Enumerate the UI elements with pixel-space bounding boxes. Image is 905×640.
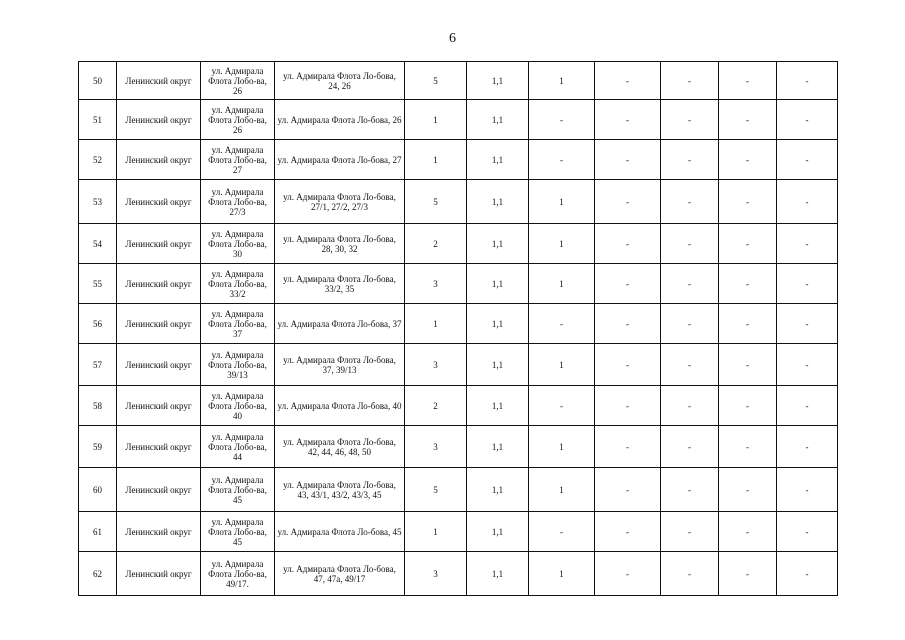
col-10-cell: - [719,264,777,304]
bulky-waste-cell: - [529,512,595,552]
container-volume-cell: 1,1 [467,552,529,596]
container-volume-cell: 1,1 [467,224,529,264]
district-cell: Ленинский округ [117,140,201,180]
col-8-cell: - [595,224,661,264]
site-address-cell: ул. Адмирала Флота Лобо-ва, 27 [201,140,275,180]
containers-count-cell: 1 [405,140,467,180]
district-cell: Ленинский округ [117,426,201,468]
col-10-cell: - [719,552,777,596]
col-11-cell: - [777,224,838,264]
site-address-cell: ул. Адмирала Флота Лобо-ва, 45 [201,512,275,552]
containers-count-cell: 2 [405,386,467,426]
container-volume-cell: 1,1 [467,344,529,386]
row-number-cell: 61 [79,512,117,552]
served-addresses-cell: ул. Адмирала Флота Ло-бова, 26 [275,100,405,140]
col-9-cell: - [661,552,719,596]
container-sites-table [78,61,838,596]
table-row [79,140,838,180]
site-address-cell: ул. Адмирала Флота Лобо-ва, 26 [201,62,275,100]
row-number-cell: 51 [79,100,117,140]
served-addresses-cell: ул. Адмирала Флота Ло-бова, 27/1, 27/2, 27/3 [275,180,405,224]
col-8-cell: - [595,512,661,552]
col-9-cell: - [661,468,719,512]
col-8-cell: - [595,62,661,100]
col-8-cell: - [595,264,661,304]
table-row [79,304,838,344]
served-addresses-cell: ул. Адмирала Флота Ло-бова, 43, 43/1, 43/2, 43/3, 45 [275,468,405,512]
table-row [79,264,838,304]
table-row [79,386,838,426]
row-number-cell: 56 [79,304,117,344]
col-8-cell: - [595,140,661,180]
table-row [79,468,838,512]
col-8-cell: - [595,426,661,468]
container-volume-cell: 1,1 [467,468,529,512]
col-10-cell: - [719,344,777,386]
bulky-waste-cell: 1 [529,552,595,596]
col-10-cell: - [719,224,777,264]
served-addresses-cell: ул. Адмирала Флота Ло-бова, 28, 30, 32 [275,224,405,264]
col-8-cell: - [595,468,661,512]
site-address-cell: ул. Адмирала Флота Лобо-ва, 44 [201,426,275,468]
col-11-cell: - [777,512,838,552]
container-volume-cell: 1,1 [467,512,529,552]
row-number-cell: 55 [79,264,117,304]
col-11-cell: - [777,100,838,140]
col-9-cell: - [661,264,719,304]
col-9-cell: - [661,140,719,180]
bulky-waste-cell: - [529,386,595,426]
col-9-cell: - [661,344,719,386]
col-11-cell: - [777,552,838,596]
served-addresses-cell: ул. Адмирала Флота Ло-бова, 27 [275,140,405,180]
row-number-cell: 58 [79,386,117,426]
district-cell: Ленинский округ [117,62,201,100]
served-addresses-cell: ул. Адмирала Флота Ло-бова, 37, 39/13 [275,344,405,386]
col-11-cell: - [777,386,838,426]
served-addresses-cell: ул. Адмирала Флота Ло-бова, 40 [275,386,405,426]
bulky-waste-cell: 1 [529,344,595,386]
col-8-cell: - [595,386,661,426]
table-row [79,180,838,224]
served-addresses-cell: ул. Адмирала Флота Ло-бова, 33/2, 35 [275,264,405,304]
col-11-cell: - [777,180,838,224]
col-11-cell: - [777,264,838,304]
row-number-cell: 50 [79,62,117,100]
bulky-waste-cell: 1 [529,264,595,304]
col-9-cell: - [661,224,719,264]
page-number: 6 [449,31,456,46]
table-row [79,100,838,140]
col-9-cell: - [661,62,719,100]
district-cell: Ленинский округ [117,224,201,264]
site-address-cell: ул. Адмирала Флота Лобо-ва, 45 [201,468,275,512]
row-number-cell: 53 [79,180,117,224]
containers-count-cell: 3 [405,264,467,304]
col-11-cell: - [777,344,838,386]
district-cell: Ленинский округ [117,386,201,426]
bulky-waste-cell: 1 [529,426,595,468]
site-address-cell: ул. Адмирала Флота Лобо-ва, 27/3 [201,180,275,224]
district-cell: Ленинский округ [117,304,201,344]
table-row [79,344,838,386]
col-10-cell: - [719,140,777,180]
col-9-cell: - [661,386,719,426]
served-addresses-cell: ул. Адмирала Флота Ло-бова, 45 [275,512,405,552]
container-volume-cell: 1,1 [467,386,529,426]
district-cell: Ленинский округ [117,468,201,512]
site-address-cell: ул. Адмирала Флота Лобо-ва, 33/2 [201,264,275,304]
col-10-cell: - [719,386,777,426]
containers-count-cell: 5 [405,180,467,224]
containers-count-cell: 5 [405,468,467,512]
col-10-cell: - [719,100,777,140]
col-10-cell: - [719,512,777,552]
col-8-cell: - [595,344,661,386]
district-cell: Ленинский округ [117,552,201,596]
row-number-cell: 60 [79,468,117,512]
bulky-waste-cell: 1 [529,468,595,512]
site-address-cell: ул. Адмирала Флота Лобо-ва, 37 [201,304,275,344]
col-8-cell: - [595,100,661,140]
container-volume-cell: 1,1 [467,100,529,140]
table-row [79,224,838,264]
col-9-cell: - [661,304,719,344]
col-11-cell: - [777,468,838,512]
containers-count-cell: 1 [405,512,467,552]
col-8-cell: - [595,180,661,224]
district-cell: Ленинский округ [117,512,201,552]
bulky-waste-cell: 1 [529,180,595,224]
col-11-cell: - [777,140,838,180]
district-cell: Ленинский округ [117,344,201,386]
site-address-cell: ул. Адмирала Флота Лобо-ва, 30 [201,224,275,264]
bulky-waste-cell: 1 [529,62,595,100]
containers-count-cell: 3 [405,344,467,386]
table-row [79,62,838,100]
containers-count-cell: 3 [405,552,467,596]
col-10-cell: - [719,180,777,224]
bulky-waste-cell: - [529,140,595,180]
container-volume-cell: 1,1 [467,62,529,100]
site-address-cell: ул. Адмирала Флота Лобо-ва, 39/13 [201,344,275,386]
row-number-cell: 54 [79,224,117,264]
col-8-cell: - [595,552,661,596]
col-9-cell: - [661,180,719,224]
bulky-waste-cell: - [529,304,595,344]
col-10-cell: - [719,62,777,100]
district-cell: Ленинский округ [117,100,201,140]
col-10-cell: - [719,468,777,512]
table-row [79,426,838,468]
served-addresses-cell: ул. Адмирала Флота Ло-бова, 42, 44, 46, 48, 50 [275,426,405,468]
col-11-cell: - [777,304,838,344]
site-address-cell: ул. Адмирала Флота Лобо-ва, 26 [201,100,275,140]
containers-count-cell: 3 [405,426,467,468]
row-number-cell: 59 [79,426,117,468]
col-9-cell: - [661,512,719,552]
table-row [79,512,838,552]
table-row [79,552,838,596]
container-volume-cell: 1,1 [467,140,529,180]
row-number-cell: 52 [79,140,117,180]
served-addresses-cell: ул. Адмирала Флота Ло-бова, 24, 26 [275,62,405,100]
served-addresses-cell: ул. Адмирала Флота Ло-бова, 47, 47а, 49/17 [275,552,405,596]
container-volume-cell: 1,1 [467,264,529,304]
col-10-cell: - [719,304,777,344]
container-volume-cell: 1,1 [467,180,529,224]
containers-count-cell: 5 [405,62,467,100]
row-number-cell: 57 [79,344,117,386]
col-10-cell: - [719,426,777,468]
container-volume-cell: 1,1 [467,426,529,468]
col-11-cell: - [777,426,838,468]
container-volume-cell: 1,1 [467,304,529,344]
containers-count-cell: 1 [405,100,467,140]
col-8-cell: - [595,304,661,344]
site-address-cell: ул. Адмирала Флота Лобо-ва, 40 [201,386,275,426]
served-addresses-cell: ул. Адмирала Флота Ло-бова, 37 [275,304,405,344]
containers-count-cell: 1 [405,304,467,344]
bulky-waste-cell: - [529,100,595,140]
site-address-cell: ул. Адмирала Флота Лобо-ва, 49/17. [201,552,275,596]
containers-count-cell: 2 [405,224,467,264]
bulky-waste-cell: 1 [529,224,595,264]
col-11-cell: - [777,62,838,100]
col-9-cell: - [661,100,719,140]
row-number-cell: 62 [79,552,117,596]
district-cell: Ленинский округ [117,264,201,304]
district-cell: Ленинский округ [117,180,201,224]
col-9-cell: - [661,426,719,468]
